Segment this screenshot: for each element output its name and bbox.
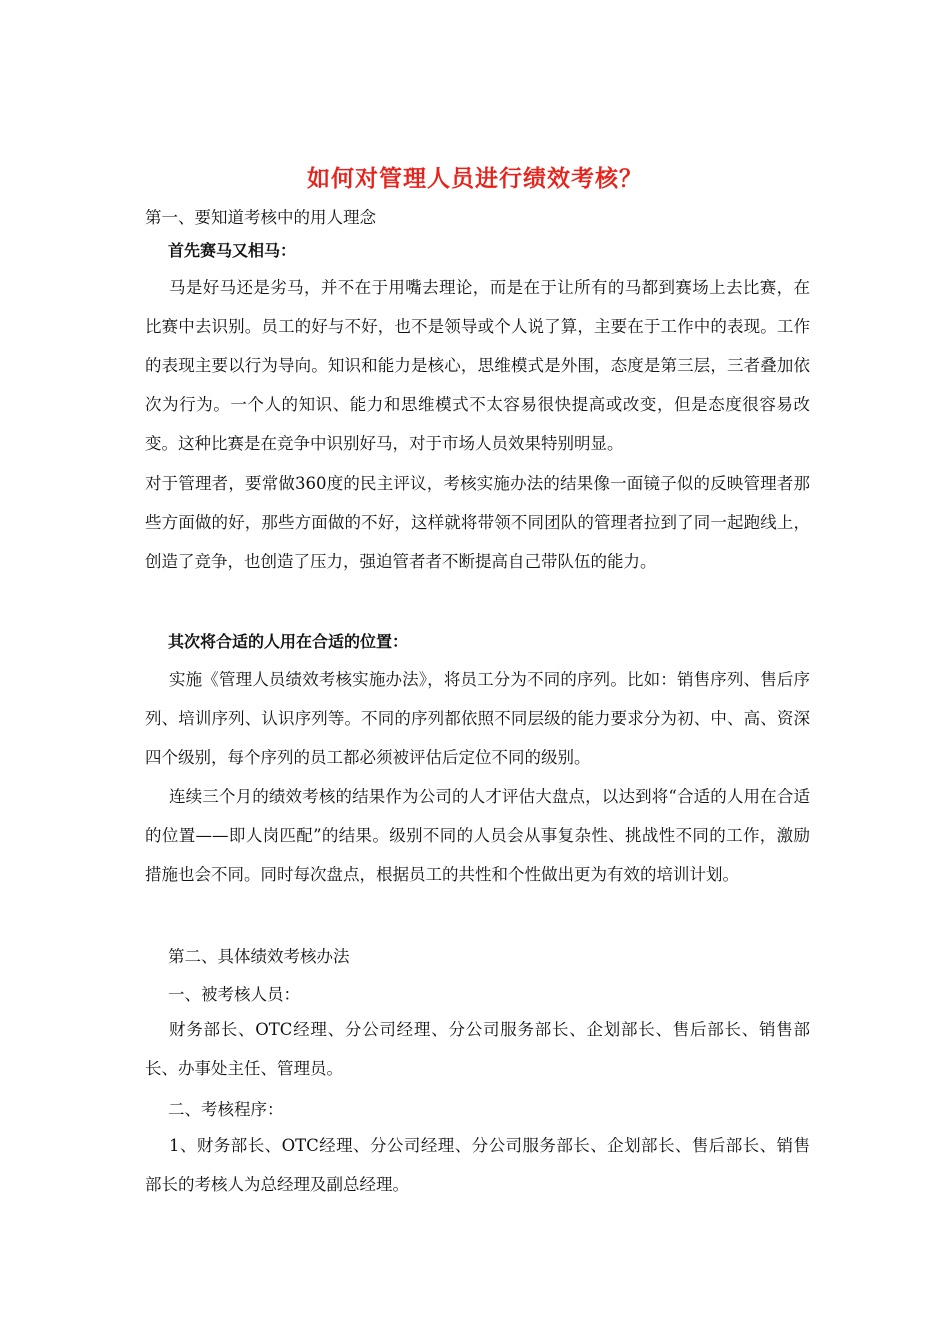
paragraph-4: 连续三个月的绩效考核的结果作为公司的人才评估大盘点，以达到将“合适的人用在合适的位置——即人岗匹配”的结果。级别不同的人员会从事复杂性、挑战性不同的工作，激励措施也会不同。同时每次盘点，根据员工的共性和个性做出更为有效的培训计划。 bbox=[145, 787, 810, 884]
paragraph-6: 1、财务部长、OTC经理、分公司经理、分公司服务部长、企划部长、售后部长、销售部长的考核人为总经理及副总经理。 bbox=[145, 1136, 810, 1194]
paragraph-5: 财务部长、OTC经理、分公司经理、分公司服务部长、企划部长、售后部长、销售部长、办事处主任、管理员。 bbox=[145, 1020, 810, 1078]
subheading-1: 首先赛马又相马： bbox=[168, 241, 297, 260]
paragraph-2: 对于管理者，要常做360度的民主评议，考核实施办法的结果像一面镜子似的反映管理者那些方面做的好，那些方面做的不好，这样就将带领不同团队的管理者拉到了同一起跑线上，创造了竞争，也创造了压力，强迫管者者不断提高自己带队伍的能力。 bbox=[145, 474, 810, 571]
section-heading-2: 第二、具体绩效考核办法 bbox=[168, 947, 350, 966]
list-item-heading-1: 一、被考核人员： bbox=[168, 985, 300, 1004]
paragraph-1: 马是好马还是劣马，并不在于用嘴去理论，而是在于让所有的马都到赛场上去比赛，在比赛中去识别。员工的好与不好，也不是领导或个人说了算，主要在于工作中的表现。工作的表现主要以行为导向。知识和能力是核心，思维模式是外围，态度是第三层，三者叠加依次为行为。一个人的知识、能力和思维模式不太容易很快提高或改变，但是态度很容易改变。这种比赛是在竞争中识别好马，对于市场人员效果特别明显。 bbox=[145, 278, 810, 453]
section-heading-1: 第一、要知道考核中的用人理念 bbox=[145, 208, 376, 227]
paragraph-3: 实施《管理人员绩效考核实施办法》，将员工分为不同的序列。比如：销售序列、售后序列、培训序列、认识序列等。不同的序列都依照不同层级的能力要求分为初、中、高、资深四个级别，每个序列的员工都必须被评估后定位不同的级别。 bbox=[145, 670, 810, 767]
list-item-heading-2: 二、考核程序： bbox=[168, 1100, 284, 1119]
document-title: 如何对管理人员进行绩效考核？ bbox=[307, 166, 643, 192]
subheading-2: 其次将合适的人用在合适的位置： bbox=[168, 632, 409, 651]
